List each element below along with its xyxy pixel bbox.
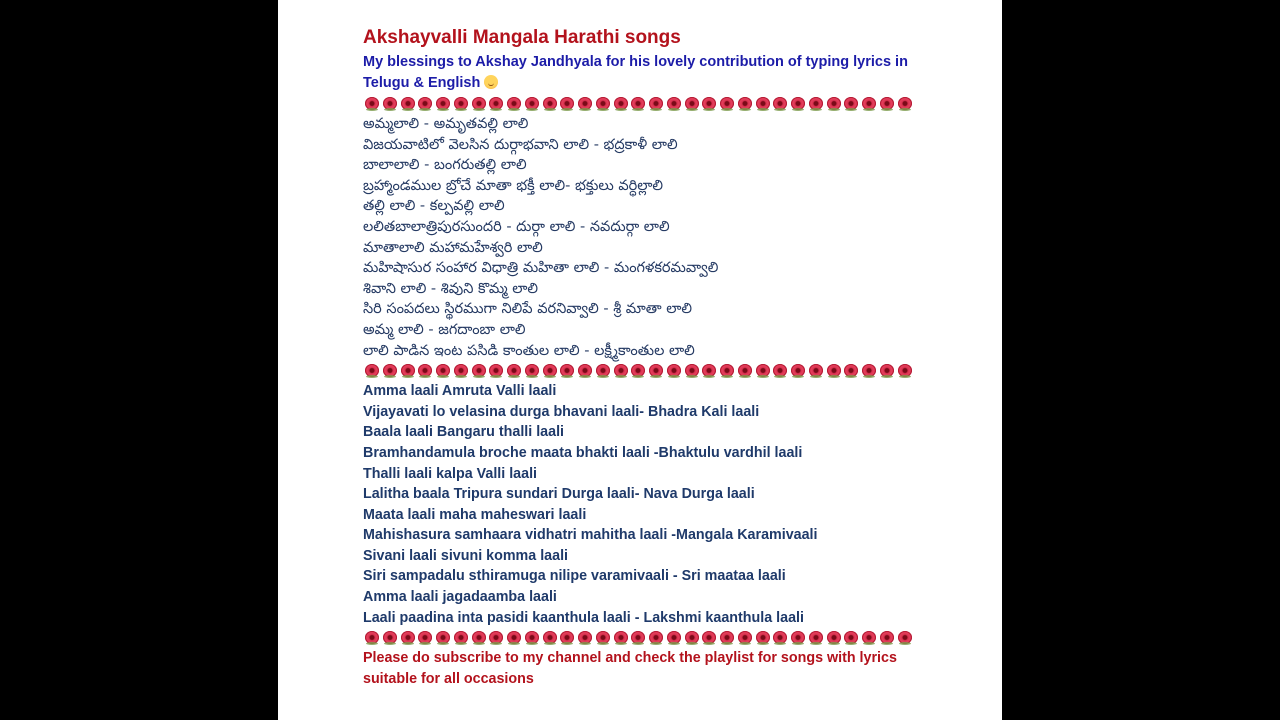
hibiscus-icon [434, 361, 452, 381]
telugu-lyric-line: మహిషాసుర సంహార విధాత్రి మహితా లాలి - మంగళకరమవ్వాలి [363, 260, 719, 277]
hibiscus-icon [807, 628, 825, 648]
hibiscus-icon [736, 94, 754, 114]
telugu-lyric-line: శివాని లాలి - శివుని కొమ్మ లాలి [363, 280, 539, 297]
hibiscus-divider-top [363, 94, 923, 114]
english-lyric-line: Siri sampadalu sthiramuga nilipe varamivaali - Sri maataa laali [363, 568, 786, 585]
hibiscus-icon [647, 628, 665, 648]
english-lyric-line: Amma laali Amruta Valli laali [363, 383, 557, 400]
hibiscus-icon [594, 361, 612, 381]
hibiscus-icon [700, 361, 718, 381]
hibiscus-icon [576, 94, 594, 114]
telugu-lyric-line: మాతాలాలి మహామహేశ్వరి లాలి [363, 239, 543, 256]
hibiscus-icon [647, 361, 665, 381]
hibiscus-icon [381, 361, 399, 381]
hibiscus-icon [736, 361, 754, 381]
hibiscus-icon [381, 94, 399, 114]
page-title: Akshayvalli Mangala Harathi songs [363, 27, 681, 48]
hibiscus-icon [842, 628, 860, 648]
hibiscus-icon [683, 628, 701, 648]
hibiscus-icon [771, 361, 789, 381]
hibiscus-icon [558, 628, 576, 648]
hibiscus-icon [878, 361, 896, 381]
english-lyric-line: Laali paadina inta pasidi kaanthula laali - Lakshmi kaanthula laali [363, 609, 804, 626]
hibiscus-icon [842, 361, 860, 381]
hibiscus-icon [381, 628, 399, 648]
telugu-lyric-line: అమ్మ లాలి - జగదాంబా లాలి [363, 321, 526, 338]
hibiscus-divider-bottom [363, 628, 923, 648]
hibiscus-icon [505, 94, 523, 114]
hibiscus-icon [576, 628, 594, 648]
hibiscus-icon [754, 94, 772, 114]
hibiscus-icon [807, 361, 825, 381]
hibiscus-icon [718, 628, 736, 648]
hibiscus-icon [434, 628, 452, 648]
hibiscus-icon [825, 94, 843, 114]
hibiscus-icon [665, 628, 683, 648]
hibiscus-icon [399, 94, 417, 114]
english-lyric-line: Thalli laali kalpa Valli laali [363, 465, 538, 482]
hibiscus-icon [541, 628, 559, 648]
hibiscus-icon [558, 94, 576, 114]
hugging-face-icon [484, 75, 498, 89]
telugu-lyrics [363, 114, 923, 361]
hibiscus-icon [754, 628, 772, 648]
hibiscus-icon [416, 628, 434, 648]
lyrics-page [278, 0, 1002, 720]
hibiscus-icon [860, 361, 878, 381]
hibiscus-icon [896, 361, 914, 381]
hibiscus-icon [700, 94, 718, 114]
hibiscus-icon [629, 628, 647, 648]
hibiscus-icon [470, 94, 488, 114]
hibiscus-icon [523, 361, 541, 381]
telugu-lyric-line: లలితబాలాత్రిపురసుందరి - దుర్గా లాలి - నవదుర్గా లాలి [363, 218, 670, 235]
telugu-lyric-line: విజయవాటిలో వెలసిన దుర్గాభవాని లాలి - భద్రకాళీ లాలి [363, 136, 678, 153]
hibiscus-icon [541, 94, 559, 114]
hibiscus-icon [860, 628, 878, 648]
dedication-text [363, 52, 923, 94]
english-lyric-line: Bramhandamula broche maata bhakti laali -Bhaktulu vardhil laali [363, 444, 803, 461]
hibiscus-icon [487, 628, 505, 648]
hibiscus-icon [896, 628, 914, 648]
english-lyric-line: Mahishasura samhaara vidhatri mahitha laali -Mangala Karamivaali [363, 527, 818, 544]
hibiscus-divider-middle [363, 361, 923, 381]
hibiscus-icon [825, 628, 843, 648]
hibiscus-icon [683, 94, 701, 114]
hibiscus-icon [452, 94, 470, 114]
hibiscus-icon [860, 94, 878, 114]
hibiscus-icon [789, 94, 807, 114]
english-lyric-line: Sivani laali sivuni komma laali [363, 547, 569, 564]
telugu-lyric-line: లాలి పాడిన ఇంట పసిడి కాంతుల లాలి - లక్ష్మీకాంతుల లాలి [363, 342, 695, 359]
hibiscus-icon [594, 94, 612, 114]
telugu-lyric-line: బ్రహ్మాండముల బ్రోచే మాతా భక్తీ లాలి- భక్తులు వర్ధిల్లాలి [363, 177, 664, 194]
hibiscus-icon [878, 628, 896, 648]
hibiscus-icon [363, 361, 381, 381]
hibiscus-icon [523, 628, 541, 648]
hibiscus-icon [896, 94, 914, 114]
hibiscus-icon [665, 361, 683, 381]
hibiscus-icon [541, 361, 559, 381]
english-lyric-line: Amma laali jagadaamba laali [363, 589, 557, 606]
hibiscus-icon [842, 94, 860, 114]
telugu-lyric-line: సిరి సంపదలు స్థిరముగా నిలిపే వరనివ్వాలి - శ్రీ మాతా లాలి [363, 301, 693, 318]
hibiscus-icon [736, 628, 754, 648]
hibiscus-icon [363, 94, 381, 114]
english-lyric-line: Lalitha baala Tripura sundari Durga laali- Nava Durga laali [363, 486, 755, 503]
hibiscus-icon [505, 628, 523, 648]
hibiscus-icon [452, 361, 470, 381]
english-lyric-line: Baala laali Bangaru thalli laali [363, 424, 565, 441]
hibiscus-icon [629, 94, 647, 114]
telugu-lyric-line: తల్లి లాలి - కల్పవల్లి లాలి [363, 198, 505, 215]
hibiscus-icon [789, 628, 807, 648]
telugu-lyric-line: బాలాలాలి - బంగరుతల్లి లాలి [363, 157, 527, 174]
hibiscus-icon [523, 94, 541, 114]
hibiscus-icon [558, 361, 576, 381]
subscribe-message: Please do subscribe to my channel and check the playlist for songs with lyrics suitable for all occasions [363, 650, 897, 688]
english-lyric-line: Maata laali maha maheswari laali [363, 506, 587, 523]
hibiscus-icon [647, 94, 665, 114]
hibiscus-icon [683, 361, 701, 381]
hibiscus-icon [665, 94, 683, 114]
hibiscus-icon [576, 361, 594, 381]
hibiscus-icon [399, 628, 417, 648]
hibiscus-icon [416, 361, 434, 381]
hibiscus-icon [878, 94, 896, 114]
hibiscus-icon [629, 361, 647, 381]
hibiscus-icon [612, 361, 630, 381]
hibiscus-icon [700, 628, 718, 648]
hibiscus-icon [612, 94, 630, 114]
hibiscus-icon [363, 628, 381, 648]
hibiscus-icon [754, 361, 772, 381]
telugu-lyric-line: అమ్మలాలి - అమృతవల్లి లాలి [363, 116, 529, 132]
hibiscus-icon [771, 94, 789, 114]
hibiscus-icon [399, 361, 417, 381]
hibiscus-icon [789, 361, 807, 381]
hibiscus-icon [487, 361, 505, 381]
hibiscus-icon [771, 628, 789, 648]
hibiscus-icon [718, 94, 736, 114]
dedication-label: My blessings to Akshay Jandhyala for his lovely contribution of typing lyrics in Telugu & English [363, 54, 908, 91]
hibiscus-icon [487, 94, 505, 114]
hibiscus-icon [470, 361, 488, 381]
hibiscus-icon [505, 361, 523, 381]
hibiscus-icon [470, 628, 488, 648]
english-lyric-line: Vijayavati lo velasina durga bhavani laali- Bhadra Kali laali [363, 403, 760, 420]
hibiscus-icon [594, 628, 612, 648]
lyrics-content [363, 26, 923, 690]
hibiscus-icon [416, 94, 434, 114]
hibiscus-icon [807, 94, 825, 114]
hibiscus-icon [612, 628, 630, 648]
hibiscus-icon [434, 94, 452, 114]
hibiscus-icon [718, 361, 736, 381]
english-lyrics [363, 381, 923, 628]
hibiscus-icon [825, 361, 843, 381]
hibiscus-icon [452, 628, 470, 648]
